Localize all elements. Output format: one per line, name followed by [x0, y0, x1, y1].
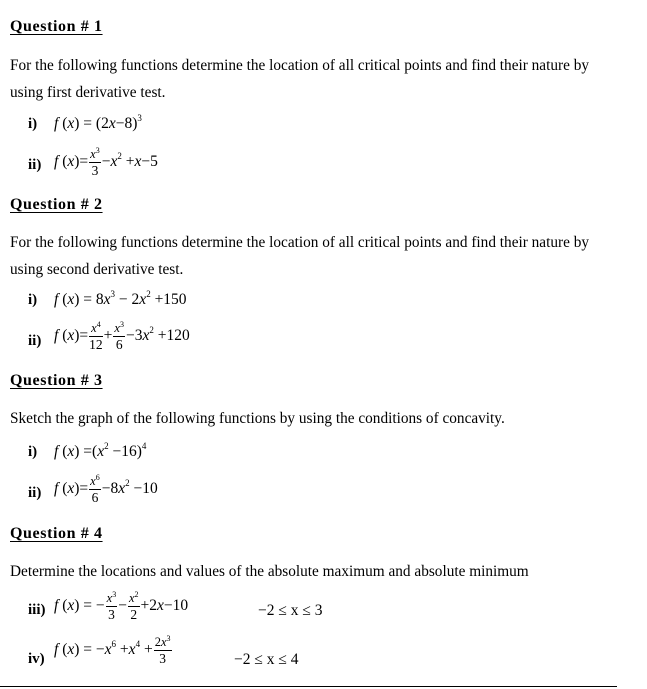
item-label: ii) [28, 485, 42, 501]
question-4-item-iv [28, 636, 628, 676]
question-3-item-ii [28, 475, 628, 515]
question-4-item-iii [28, 592, 628, 632]
question-3-text: Sketch the graph of the following functions by using the conditions of concavity. [10, 410, 505, 427]
item-label: iv) [28, 651, 45, 667]
math-expression: f (x)= $\frac{x^4}{12}$ + $\frac{x^3}{6}$ $-3x^2 +120$ [54, 320, 190, 352]
question-3-heading: Question # 3 [10, 372, 103, 389]
domain-range: −2 ≤ x ≤ 4 [234, 651, 299, 668]
question-2-text: For the following functions determine the location of all critical points and find their nature by using second derivative test. [10, 234, 590, 278]
bottom-divider [0, 686, 617, 687]
item-label: ii) [28, 333, 42, 349]
domain-range: −2 ≤ x ≤ 3 [258, 602, 323, 619]
math-expression: f $(x) =(x^2 -16)^4$ [54, 441, 147, 460]
math-expression: f $(x) = (2x-8)^3$ [54, 113, 142, 132]
math-expression: f $(x) = 8x^3 - 2x^2 +150$ [54, 289, 187, 308]
question-4-heading: Question # 4 [10, 525, 103, 542]
question-1-text: For the following functions determine the location of all critical points and find their nature by using first derivative test. [10, 57, 590, 101]
item-label: iii) [28, 602, 46, 618]
math-expression: f (x) = − $\frac{x^3}{3}$ − $\frac{x^2}{2}$ +2x−10 [54, 590, 189, 622]
item-label: i) [28, 116, 38, 132]
math-expression: f (x)= $\frac{x^3}{3}$ $-x^2 +x-5$ [54, 146, 158, 178]
question-1-heading: Question # 1 [10, 18, 103, 35]
question-1-item-ii [28, 148, 628, 188]
item-label: ii) [28, 157, 42, 173]
item-label: i) [28, 444, 38, 460]
question-4-text: Determine the locations and values of the absolute maximum and absolute minimum [10, 563, 529, 580]
item-label: i) [28, 292, 38, 308]
math-expression: f $(x) = -x^6 +x^4$ + $\frac{2x^3}{3}$ [54, 634, 171, 666]
math-expression: f (x)= $\frac{x^6}{6}$ $-8x^2 -10$ [54, 473, 158, 505]
question-2-item-ii [28, 322, 628, 362]
question-2-heading: Question # 2 [10, 196, 103, 213]
